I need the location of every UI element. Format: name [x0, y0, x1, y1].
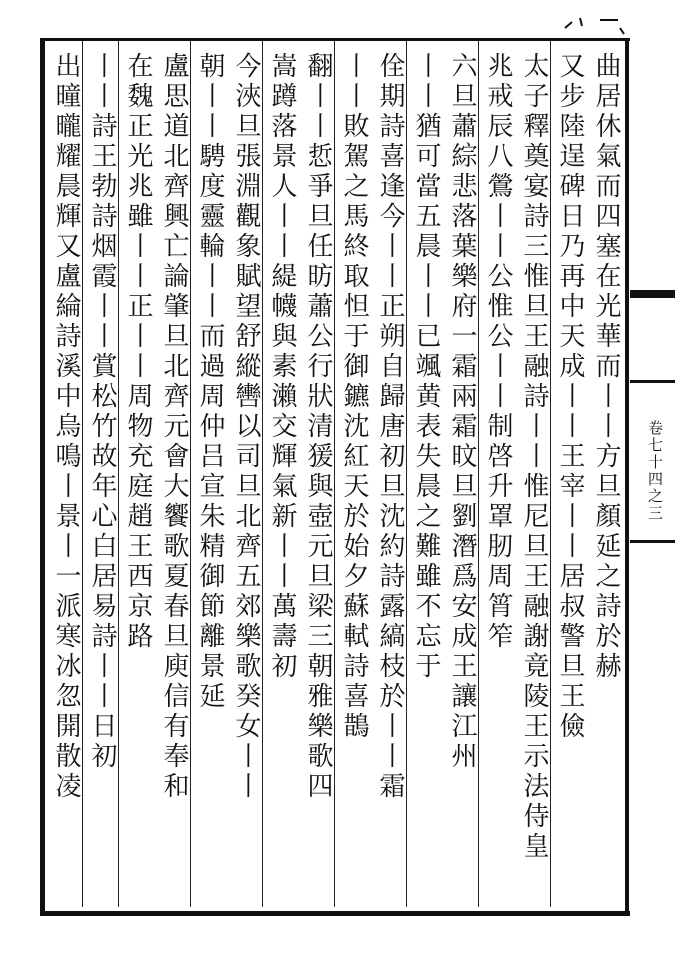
text-column: 出曈曨耀晨輝又盧綸詩溪中烏鳴丨景丨一派寒冰忽開散凌 [51, 52, 81, 802]
text-column: 又步陸逞碑日乃再中天成丨丨王宰丨丨居叔警旦王儉 [555, 52, 585, 742]
margin-mark-icon [560, 8, 630, 38]
text-column: 今浹旦張淵觀象賦望舒縱轡以司旦北齊五郊樂歌癸女丨丨 [231, 52, 261, 802]
fold-margin-rule [630, 380, 675, 383]
text-column: 太子釋奠宴詩三惟旦王融詩丨丨惟尼旦王融謝竟陵王示法侍皇 [519, 52, 549, 862]
text-column: 在魏正光兆雖丨丨正丨丨周物充庭趙王西京路 [123, 52, 153, 652]
text-column: 曲居休氣而四塞在光華而丨丨方旦顏延之詩於赫 [591, 52, 621, 682]
fold-margin-rule-lower [630, 540, 675, 543]
text-column: 丨丨詩王勃詩烟霞丨丨賞松竹故年心白居易詩丨丨日初 [87, 52, 117, 772]
text-column: 佺期詩喜逢今丨丨正朔自歸唐初旦沈約詩露縞枝於丨丨霜 [375, 52, 405, 802]
text-column: 六旦蕭綜悲落葉樂府一霜兩霜旼旦劉潛爲安成王讓江州 [447, 52, 477, 772]
top-margin-marks [560, 8, 630, 38]
text-column: 翻丨丨悊爭旦任昉蕭公行狀清猨與壺元旦梁三朝雅樂歌四 [303, 52, 333, 802]
page-frame-right [625, 38, 629, 913]
text-column: 朝丨丨騁度靈輪丨丨而過周仲吕宣朱精御節離景延 [195, 52, 225, 712]
text-column: 盧思道北齊興亡論肇旦北齊元會大饗歌夏春旦庾信有奉和 [159, 52, 189, 802]
text-column: 丨丨敗駕之馬終取怛于御鑣沈紅天於始夕蘇軾詩喜鵲 [339, 52, 369, 742]
juan-number: 卷七十四之三 [646, 420, 664, 522]
text-column: 丨丨猶可當五晨丨丨已颯黄表失晨之難雖不忘于 [411, 52, 441, 682]
text-column: 嵩蹲落景人丨丨緹幭與素瀨交輝氣新丨丨萬壽初 [267, 52, 297, 682]
text-column: 兆戒辰八鶯丨丨公惟公丨丨制啓升罩肕周筲笮 [483, 52, 513, 652]
fold-margin-bar [630, 290, 675, 298]
